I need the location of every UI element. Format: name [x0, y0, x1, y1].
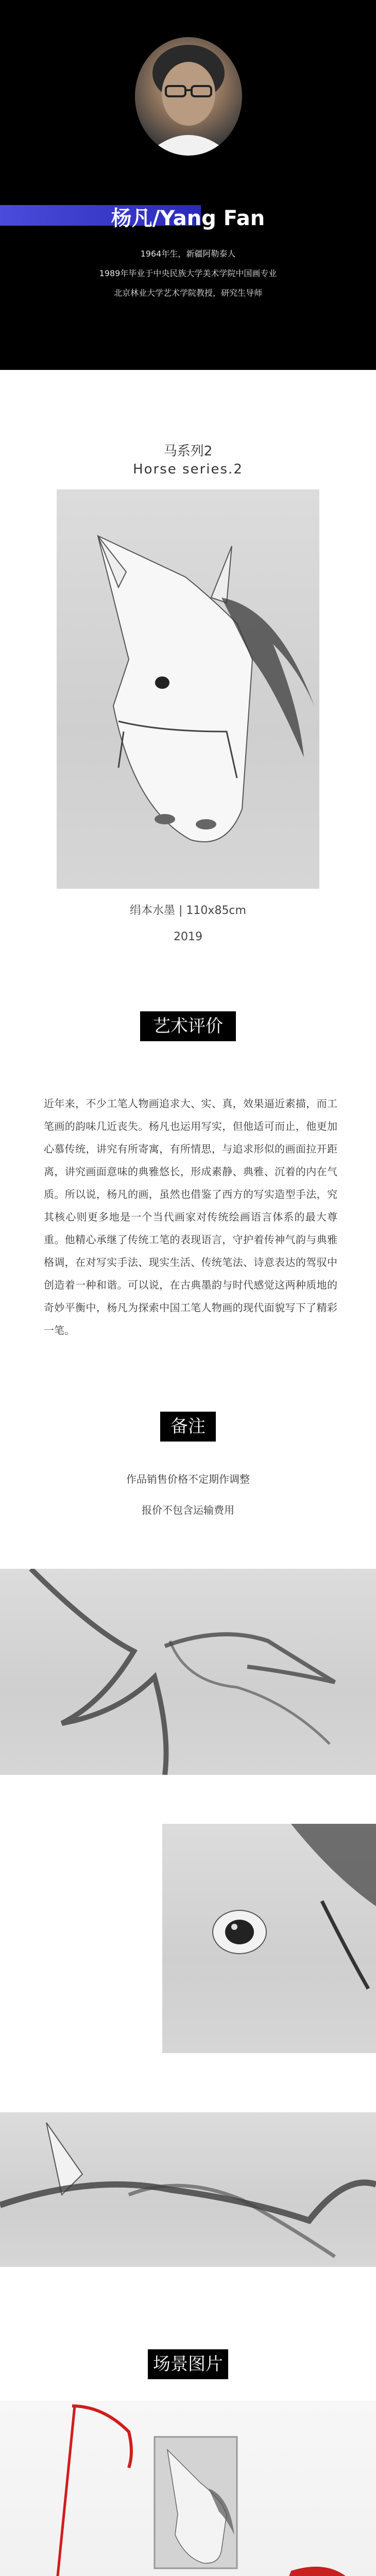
artwork-image — [57, 489, 319, 889]
artist-portrait — [135, 37, 242, 156]
artist-name: 杨凡/Yang Fan — [111, 207, 265, 230]
scene-heading: 场景图片 — [148, 2349, 228, 2379]
work-spec: 绢本水墨 | 110x85cm — [130, 904, 246, 917]
review-heading: 艺术评价 — [140, 1011, 236, 1041]
work-title-en: Horse series.2 — [133, 462, 243, 477]
artist-bio-line: 北京林业大学艺术学院教授，研究生导师 — [113, 288, 262, 298]
work-year: 2019 — [174, 930, 202, 943]
work-title: 马系列2 — [163, 444, 213, 459]
scene-image — [0, 2401, 376, 2576]
artwork-detail-image — [162, 1824, 376, 2053]
artwork-detail-image — [0, 1569, 376, 1775]
artist-bio-line: 1989年毕业于中央民族大学美术学院中国画专业 — [99, 268, 277, 278]
review-text: 近年来，不少工笔人物画追求大、实、真，效果逼近素描，而工笔画的韵味几近丧失。杨凡也运用写实，但他适可而止，他更加心慕传统，讲究有所寄寓，有所情思，与追求形似的画面拉开距离，讲究画面意味的典雅悠长，形成素静、典雅、沉着的内在气质。所以说，杨凡的画，虽然也借鉴了西方的写实造型手法，究其核心则更多地是一个当代画家对传统绘画语言体系的最大尊重。他精心承继了传统工笔的表现语言，守护着传神气韵与典雅格调，在对写实手法、现实生活、传统笔法、诗意表达的驾驭中创造着一种和谐。可以说，在古典墨韵与时代感觉这两种质地的奇妙平衡中，杨凡为探索中国工笔人物画的现代面貌写下了精彩一笔。 — [44, 1097, 337, 1336]
notes-heading: 备注 — [160, 1412, 216, 1442]
notes-line: 报价不包含运输费用 — [142, 1504, 234, 1516]
notes-line: 作品销售价格不定期作调整 — [126, 1473, 250, 1485]
artist-bio-line: 1964年生，新疆阿勒泰人 — [140, 249, 236, 259]
artwork-detail-image — [0, 2112, 376, 2267]
